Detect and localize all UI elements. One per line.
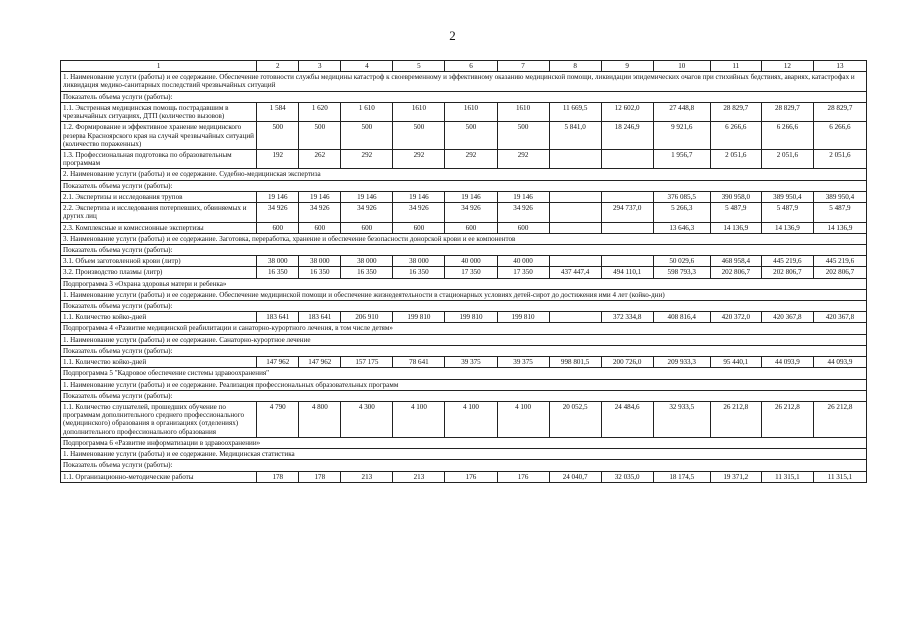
value-cell: 192 xyxy=(257,149,299,168)
value-cell: 38 000 xyxy=(299,256,341,267)
value-cell: 262 xyxy=(299,149,341,168)
value-cell: 5 487,9 xyxy=(813,203,866,222)
section-row xyxy=(61,379,867,390)
value-cell: 213 xyxy=(341,471,393,482)
value-cell: 4 800 xyxy=(299,402,341,438)
value-cell: 408 816,4 xyxy=(653,312,710,323)
value-cell: 16 350 xyxy=(257,267,299,278)
section-row xyxy=(61,289,867,300)
value-cell: 500 xyxy=(497,122,549,150)
value-cell: 292 xyxy=(393,149,445,168)
value-cell: 292 xyxy=(341,149,393,168)
budget-table xyxy=(60,60,867,483)
section-row xyxy=(61,437,867,448)
value-cell: 6 266,6 xyxy=(710,122,761,150)
value-cell: 600 xyxy=(445,222,497,233)
value-cell: 32 035,0 xyxy=(601,471,653,482)
value-cell: 176 xyxy=(497,471,549,482)
value-cell: 178 xyxy=(299,471,341,482)
table-row xyxy=(61,256,867,267)
value-cell: 78 641 xyxy=(393,357,445,368)
value-cell: 183 641 xyxy=(257,312,299,323)
value-cell: 445 219,6 xyxy=(761,256,813,267)
section-row xyxy=(61,91,867,102)
value-cell xyxy=(549,312,601,323)
value-cell: 147 962 xyxy=(299,357,341,368)
value-cell: 6 266,6 xyxy=(761,122,813,150)
value-cell: 19 146 xyxy=(257,191,299,202)
section-row xyxy=(61,368,867,379)
indicator-name: 2.1. Экспертизы и исследования трупов xyxy=(61,191,257,202)
value-cell: 4 100 xyxy=(445,402,497,438)
value-cell: 44 093,9 xyxy=(761,357,813,368)
value-cell: 294 737,0 xyxy=(601,203,653,222)
value-cell: 34 926 xyxy=(341,203,393,222)
value-cell: 19 146 xyxy=(341,191,393,202)
value-cell: 13 646,3 xyxy=(653,222,710,233)
table-row xyxy=(61,122,867,150)
section-text: Подпрограмма 6 «Развитие информатизации в здравоохранении» xyxy=(61,437,867,448)
value-cell: 28 829,7 xyxy=(813,102,866,121)
value-cell: 202 806,7 xyxy=(761,267,813,278)
value-cell: 500 xyxy=(257,122,299,150)
value-cell: 20 052,5 xyxy=(549,402,601,438)
value-cell: 494 110,1 xyxy=(601,267,653,278)
indicator-name: 1.1. Экстренная медицинская помощь пострадавшим в чрезвычайных ситуациях, ДТП (количество вызовов) xyxy=(61,102,257,121)
value-cell: 19 146 xyxy=(393,191,445,202)
value-cell: 26 212,8 xyxy=(813,402,866,438)
value-cell: 500 xyxy=(445,122,497,150)
table-row xyxy=(61,267,867,278)
section-text: 2. Наименование услуги (работы) и ее содержание. Судебно-медицинская экспертиза xyxy=(61,169,867,180)
value-cell: 4 100 xyxy=(497,402,549,438)
value-cell: 2 051,6 xyxy=(761,149,813,168)
value-cell: 5 487,9 xyxy=(710,203,761,222)
value-cell: 40 000 xyxy=(497,256,549,267)
column-number: 10 xyxy=(653,61,710,72)
value-cell xyxy=(601,222,653,233)
value-cell: 420 372,0 xyxy=(710,312,761,323)
value-cell: 12 602,0 xyxy=(601,102,653,121)
value-cell: 34 926 xyxy=(257,203,299,222)
value-cell: 420 367,8 xyxy=(761,312,813,323)
table-row xyxy=(61,102,867,121)
section-text: Показатель объема услуги (работы): xyxy=(61,180,867,191)
value-cell: 5 487,9 xyxy=(761,203,813,222)
value-cell: 18 246,9 xyxy=(601,122,653,150)
section-text: 1. Наименование услуги (работы) и ее содержание. Обеспечение готовности службы медицины катастроф к своевременному и эффективному оказанию медицинской помощи, ликвидации эпидемических очагов при стихийных бедствиях, авариях, катастрофах и ликвидация медико-санитарных последствий чрезвычайных ситуаций xyxy=(61,72,867,91)
section-row xyxy=(61,460,867,471)
value-cell: 500 xyxy=(341,122,393,150)
value-cell: 292 xyxy=(445,149,497,168)
section-text: Показатель объема услуги (работы): xyxy=(61,301,867,312)
value-cell: 376 085,5 xyxy=(653,191,710,202)
value-cell: 157 175 xyxy=(341,357,393,368)
section-text: 3. Наименование услуги (работы) и ее содержание. Заготовка, переработка, хранение и обеспечение безопасности донорской крови и ее компонентов xyxy=(61,233,867,244)
value-cell: 372 334,8 xyxy=(601,312,653,323)
value-cell: 11 315,1 xyxy=(761,471,813,482)
section-row xyxy=(61,345,867,356)
section-text: Показатель объема услуги (работы): xyxy=(61,244,867,255)
table-row xyxy=(61,312,867,323)
value-cell: 420 367,8 xyxy=(813,312,866,323)
value-cell: 26 212,8 xyxy=(761,402,813,438)
section-row xyxy=(61,278,867,289)
value-cell: 500 xyxy=(393,122,445,150)
indicator-name: 1.1. Количество койко-дней xyxy=(61,357,257,368)
value-cell: 38 000 xyxy=(341,256,393,267)
column-number: 7 xyxy=(497,61,549,72)
indicator-name: 3.1. Объем заготовленной крови (литр) xyxy=(61,256,257,267)
value-cell xyxy=(549,256,601,267)
section-text: Показатель объема услуги (работы): xyxy=(61,390,867,401)
section-row xyxy=(61,301,867,312)
value-cell: 437 447,4 xyxy=(549,267,601,278)
value-cell: 16 350 xyxy=(393,267,445,278)
value-cell: 19 371,2 xyxy=(710,471,761,482)
value-cell: 50 029,6 xyxy=(653,256,710,267)
section-text: Показатель объема услуги (работы): xyxy=(61,345,867,356)
column-number: 12 xyxy=(761,61,813,72)
value-cell: 147 962 xyxy=(257,357,299,368)
indicator-name: 1.1. Организационно-методические работы xyxy=(61,471,257,482)
section-text: Подпрограмма 5 "Кадровое обеспечение системы здравоохранения" xyxy=(61,368,867,379)
value-cell: 34 926 xyxy=(497,203,549,222)
value-cell: 178 xyxy=(257,471,299,482)
section-row xyxy=(61,169,867,180)
value-cell: 34 926 xyxy=(445,203,497,222)
value-cell: 199 810 xyxy=(497,312,549,323)
value-cell: 213 xyxy=(393,471,445,482)
value-cell: 206 910 xyxy=(341,312,393,323)
table-row xyxy=(61,149,867,168)
value-cell: 28 829,7 xyxy=(761,102,813,121)
value-cell: 39 375 xyxy=(497,357,549,368)
section-text: Показатель объема услуги (работы): xyxy=(61,91,867,102)
value-cell: 34 926 xyxy=(393,203,445,222)
value-cell: 1610 xyxy=(497,102,549,121)
value-cell: 1 584 xyxy=(257,102,299,121)
value-cell: 14 136,9 xyxy=(761,222,813,233)
section-row xyxy=(61,180,867,191)
table-row xyxy=(61,203,867,222)
indicator-name: 2.3. Комплексные и комиссионные экспертизы xyxy=(61,222,257,233)
value-cell: 200 726,0 xyxy=(601,357,653,368)
value-cell: 14 136,9 xyxy=(710,222,761,233)
indicator-name: 1.1. Количество слушателей, прошедших обучение по программам дополнительного среднего профессионального (медицинского) образования в организациях (отделениях) дополнительного профессионального образования xyxy=(61,402,257,438)
value-cell: 598 793,3 xyxy=(653,267,710,278)
value-cell: 183 641 xyxy=(299,312,341,323)
table-row xyxy=(61,402,867,438)
value-cell: 500 xyxy=(299,122,341,150)
value-cell: 95 440,1 xyxy=(710,357,761,368)
value-cell: 24 484,6 xyxy=(601,402,653,438)
value-cell: 176 xyxy=(445,471,497,482)
value-cell: 27 448,8 xyxy=(653,102,710,121)
value-cell: 199 810 xyxy=(445,312,497,323)
value-cell: 1 610 xyxy=(341,102,393,121)
table-row xyxy=(61,191,867,202)
section-text: Подпрограмма 3 «Охрана здоровья матери и ребенка» xyxy=(61,278,867,289)
column-number: 1 xyxy=(61,61,257,72)
value-cell xyxy=(549,222,601,233)
value-cell: 38 000 xyxy=(393,256,445,267)
column-number: 5 xyxy=(393,61,445,72)
value-cell: 44 093,9 xyxy=(813,357,866,368)
value-cell: 600 xyxy=(257,222,299,233)
section-row xyxy=(61,449,867,460)
section-row xyxy=(61,244,867,255)
value-cell: 4 300 xyxy=(341,402,393,438)
value-cell: 199 810 xyxy=(393,312,445,323)
value-cell: 38 000 xyxy=(257,256,299,267)
value-cell: 40 000 xyxy=(445,256,497,267)
value-cell: 16 350 xyxy=(299,267,341,278)
value-cell: 11 669,5 xyxy=(549,102,601,121)
value-cell: 32 933,5 xyxy=(653,402,710,438)
value-cell: 4 100 xyxy=(393,402,445,438)
indicator-name: 1.1. Количество койко-дней xyxy=(61,312,257,323)
value-cell: 209 933,3 xyxy=(653,357,710,368)
indicator-name: 3.2. Производство плазмы (литр) xyxy=(61,267,257,278)
value-cell: 4 790 xyxy=(257,402,299,438)
column-number: 9 xyxy=(601,61,653,72)
value-cell xyxy=(601,191,653,202)
value-cell: 2 051,6 xyxy=(813,149,866,168)
value-cell: 600 xyxy=(497,222,549,233)
header-row xyxy=(61,61,867,72)
value-cell: 1610 xyxy=(445,102,497,121)
indicator-name: 1.2. Формирование и эффективное хранение медицинского резерва Красноярского края на случай чрезвычайных ситуаций (количество пораженных) xyxy=(61,122,257,150)
value-cell: 292 xyxy=(497,149,549,168)
indicator-name: 2.2. Экспертиза и исследования потерпевших, обвиняемых и других лиц xyxy=(61,203,257,222)
value-cell: 468 958,4 xyxy=(710,256,761,267)
value-cell: 202 806,7 xyxy=(813,267,866,278)
section-row xyxy=(61,72,867,91)
value-cell: 998 801,5 xyxy=(549,357,601,368)
value-cell: 9 921,6 xyxy=(653,122,710,150)
table-row xyxy=(61,357,867,368)
page-number: 2 xyxy=(449,28,456,43)
value-cell: 19 146 xyxy=(299,191,341,202)
value-cell: 11 315,1 xyxy=(813,471,866,482)
indicator-name: 1.3. Профессиональная подготовка по образовательным программам xyxy=(61,149,257,168)
value-cell: 18 174,5 xyxy=(653,471,710,482)
value-cell: 390 958,0 xyxy=(710,191,761,202)
value-cell: 39 375 xyxy=(445,357,497,368)
section-text: 1. Наименование услуги (работы) и ее содержание. Медицинская статистика xyxy=(61,449,867,460)
value-cell: 24 040,7 xyxy=(549,471,601,482)
section-text: 1. Наименование услуги (работы) и ее содержание. Обеспечение медицинской помощи и обеспечение жизнедеятельности в стационарных условиях детей-сирот до достижения ими 4 лет (койко-дни) xyxy=(61,289,867,300)
section-text: Показатель объема услуги (работы): xyxy=(61,460,867,471)
column-number: 2 xyxy=(257,61,299,72)
value-cell: 26 212,8 xyxy=(710,402,761,438)
value-cell: 17 350 xyxy=(445,267,497,278)
table-row xyxy=(61,471,867,482)
value-cell: 5 266,3 xyxy=(653,203,710,222)
value-cell: 445 219,6 xyxy=(813,256,866,267)
section-row xyxy=(61,334,867,345)
column-number: 4 xyxy=(341,61,393,72)
section-row xyxy=(61,323,867,334)
value-cell: 1 956,7 xyxy=(653,149,710,168)
value-cell xyxy=(601,149,653,168)
value-cell: 2 051,6 xyxy=(710,149,761,168)
column-number: 3 xyxy=(299,61,341,72)
value-cell: 6 266,6 xyxy=(813,122,866,150)
value-cell xyxy=(549,149,601,168)
section-text: Подпрограмма 4 «Развитие медицинской реабилитации и санаторно-курортного лечения, в том числе детям» xyxy=(61,323,867,334)
section-text: 1. Наименование услуги (работы) и ее содержание. Реализация профессиональных образовательных программ xyxy=(61,379,867,390)
value-cell: 5 841,0 xyxy=(549,122,601,150)
value-cell xyxy=(601,256,653,267)
section-row xyxy=(61,390,867,401)
value-cell xyxy=(549,191,601,202)
column-number: 6 xyxy=(445,61,497,72)
value-cell: 28 829,7 xyxy=(710,102,761,121)
column-number: 11 xyxy=(710,61,761,72)
table-row xyxy=(61,222,867,233)
value-cell: 1610 xyxy=(393,102,445,121)
column-number: 8 xyxy=(549,61,601,72)
value-cell: 16 350 xyxy=(341,267,393,278)
value-cell: 600 xyxy=(393,222,445,233)
section-text: 1. Наименование услуги (работы) и ее содержание. Санаторно-курортное лечение xyxy=(61,334,867,345)
column-number: 13 xyxy=(813,61,866,72)
value-cell: 1 620 xyxy=(299,102,341,121)
value-cell: 202 806,7 xyxy=(710,267,761,278)
value-cell: 600 xyxy=(341,222,393,233)
section-row xyxy=(61,233,867,244)
value-cell: 389 950,4 xyxy=(813,191,866,202)
value-cell: 14 136,9 xyxy=(813,222,866,233)
value-cell: 34 926 xyxy=(299,203,341,222)
value-cell: 17 350 xyxy=(497,267,549,278)
value-cell: 389 950,4 xyxy=(761,191,813,202)
value-cell: 600 xyxy=(299,222,341,233)
value-cell xyxy=(549,203,601,222)
value-cell: 19 146 xyxy=(445,191,497,202)
value-cell: 19 146 xyxy=(497,191,549,202)
